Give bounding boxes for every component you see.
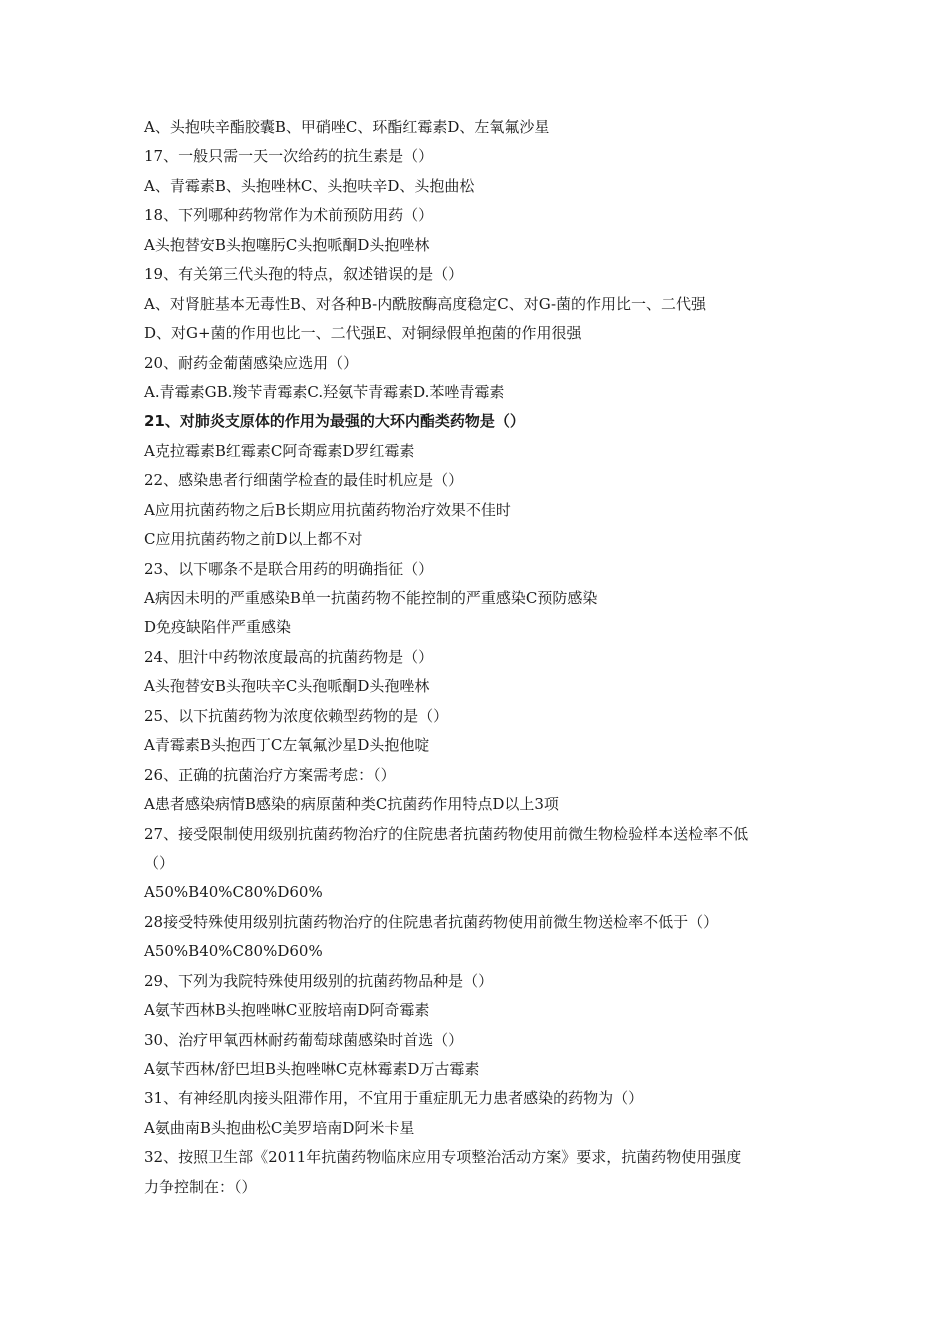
text-line: 28接受特殊使用级别抗菌药物治疗的住院患者抗菌药物使用前微生物送检率不低于（） [144,912,719,931]
text-line: 24、胆汁中药物浓度最高的抗菌药物是（） [144,647,434,666]
text-line: A头抱替安B头抱噻肟C头抱哌酮D头抱唑林 [144,235,430,254]
text-line: （） [144,853,175,872]
text-line: A应用抗菌药物之后B长期应用抗菌药物治疗效果不佳时 [144,500,511,519]
text-line: A头孢替安B头孢呋辛C头孢哌酮D头孢唑林 [144,677,430,696]
text-line: 22、感染患者行细菌学检查的最佳时机应是（） [144,471,464,490]
text-line: D、对G+菌的作用也比一、二代强E、对铜绿假单抱菌的作用很强 [144,324,582,343]
text-line: A、青霉素B、头抱唑林C、头抱呋辛D、头抱曲松 [144,176,475,195]
text-line: 31、有神经肌肉接头阻滞作用，不宜用于重症肌无力患者感染的药物为（） [144,1089,644,1108]
text-line: A、头抱呋辛酯胶囊B、甲硝唑C、环酯红霉素D、左氧氟沙星 [144,118,550,136]
text-line: 18、下列哪种药物常作为术前预防用药（） [144,206,434,225]
text-line: A50%B40%C80%D60% [144,883,323,902]
text-line: A病因未明的严重感染B单一抗菌药物不能控制的严重感染C预防感染 [144,589,598,607]
text-line: 26、正确的抗菌治疗方案需考虑：（） [144,765,396,784]
text-line: C应用抗菌药物之前D以上都不对 [144,530,363,549]
text-line: 17、一般只需一天一次给药的抗生素是（） [144,147,434,166]
text-line: 30、治疗甲氧西林耐药葡萄球菌感染时首选（） [144,1030,464,1049]
text-line: 27、接受限制使用级别抗菌药物治疗的住院患者抗菌药物使用前微生物检验样本送检率不低 [144,824,749,843]
text-line: 21、对肺炎支原体的作用为最强的大环内酯类药物是（） [144,412,525,431]
text-line: A克拉霉素B红霉素C阿奇霉素D罗红霉素 [144,441,415,460]
text-line: 力争控制在：（） [144,1177,257,1196]
text-line: 20、耐药金葡菌感染应选用（） [144,353,359,372]
text-line: 32、按照卫生部《2011年抗菌药物临床应用专项整治活动方案》要求，抗菌药物使用强度 [144,1148,742,1167]
text-line: 23、以下哪条不是联合用药的明确指征（） [144,559,434,578]
text-line: A氨苄西林/舒巴坦B头抱唑啉C克林霉素D万古霉素 [144,1060,480,1078]
document-body [144,113,824,1202]
text-line: A.青霉素GB.羧苄青霉素C.羟氨苄青霉素D.苯唑青霉素 [144,382,505,401]
text-line: A氨曲南B头抱曲松C美罗培南D阿米卡星 [144,1118,415,1137]
text-line: A氨苄西林B头抱唑啉C亚胺培南D阿奇霉素 [144,1001,430,1020]
text-line: A患者感染病情B感染的病原菌种类C抗菌药作用特点D以上3项 [144,795,559,814]
text-line: D免疫缺陷伴严重感染 [144,618,292,637]
text-line: A、对肾脏基本无毒性B、对各种B-内酰胺酶高度稳定C、对G-菌的作用比一、二代强 [144,294,707,313]
text-line: A50%B40%C80%D60% [144,942,323,961]
text-line: 25、以下抗菌药物为浓度依赖型药物的是（） [144,706,449,725]
text-line: A青霉素B头抱西丁C左氧氟沙星D头抱他啶 [144,736,430,755]
text-line: 19、有关第三代头孢的特点，叙述错误的是（） [144,265,464,284]
text-line: 29、下列为我院特殊使用级别的抗菌药物品种是（） [144,971,494,990]
